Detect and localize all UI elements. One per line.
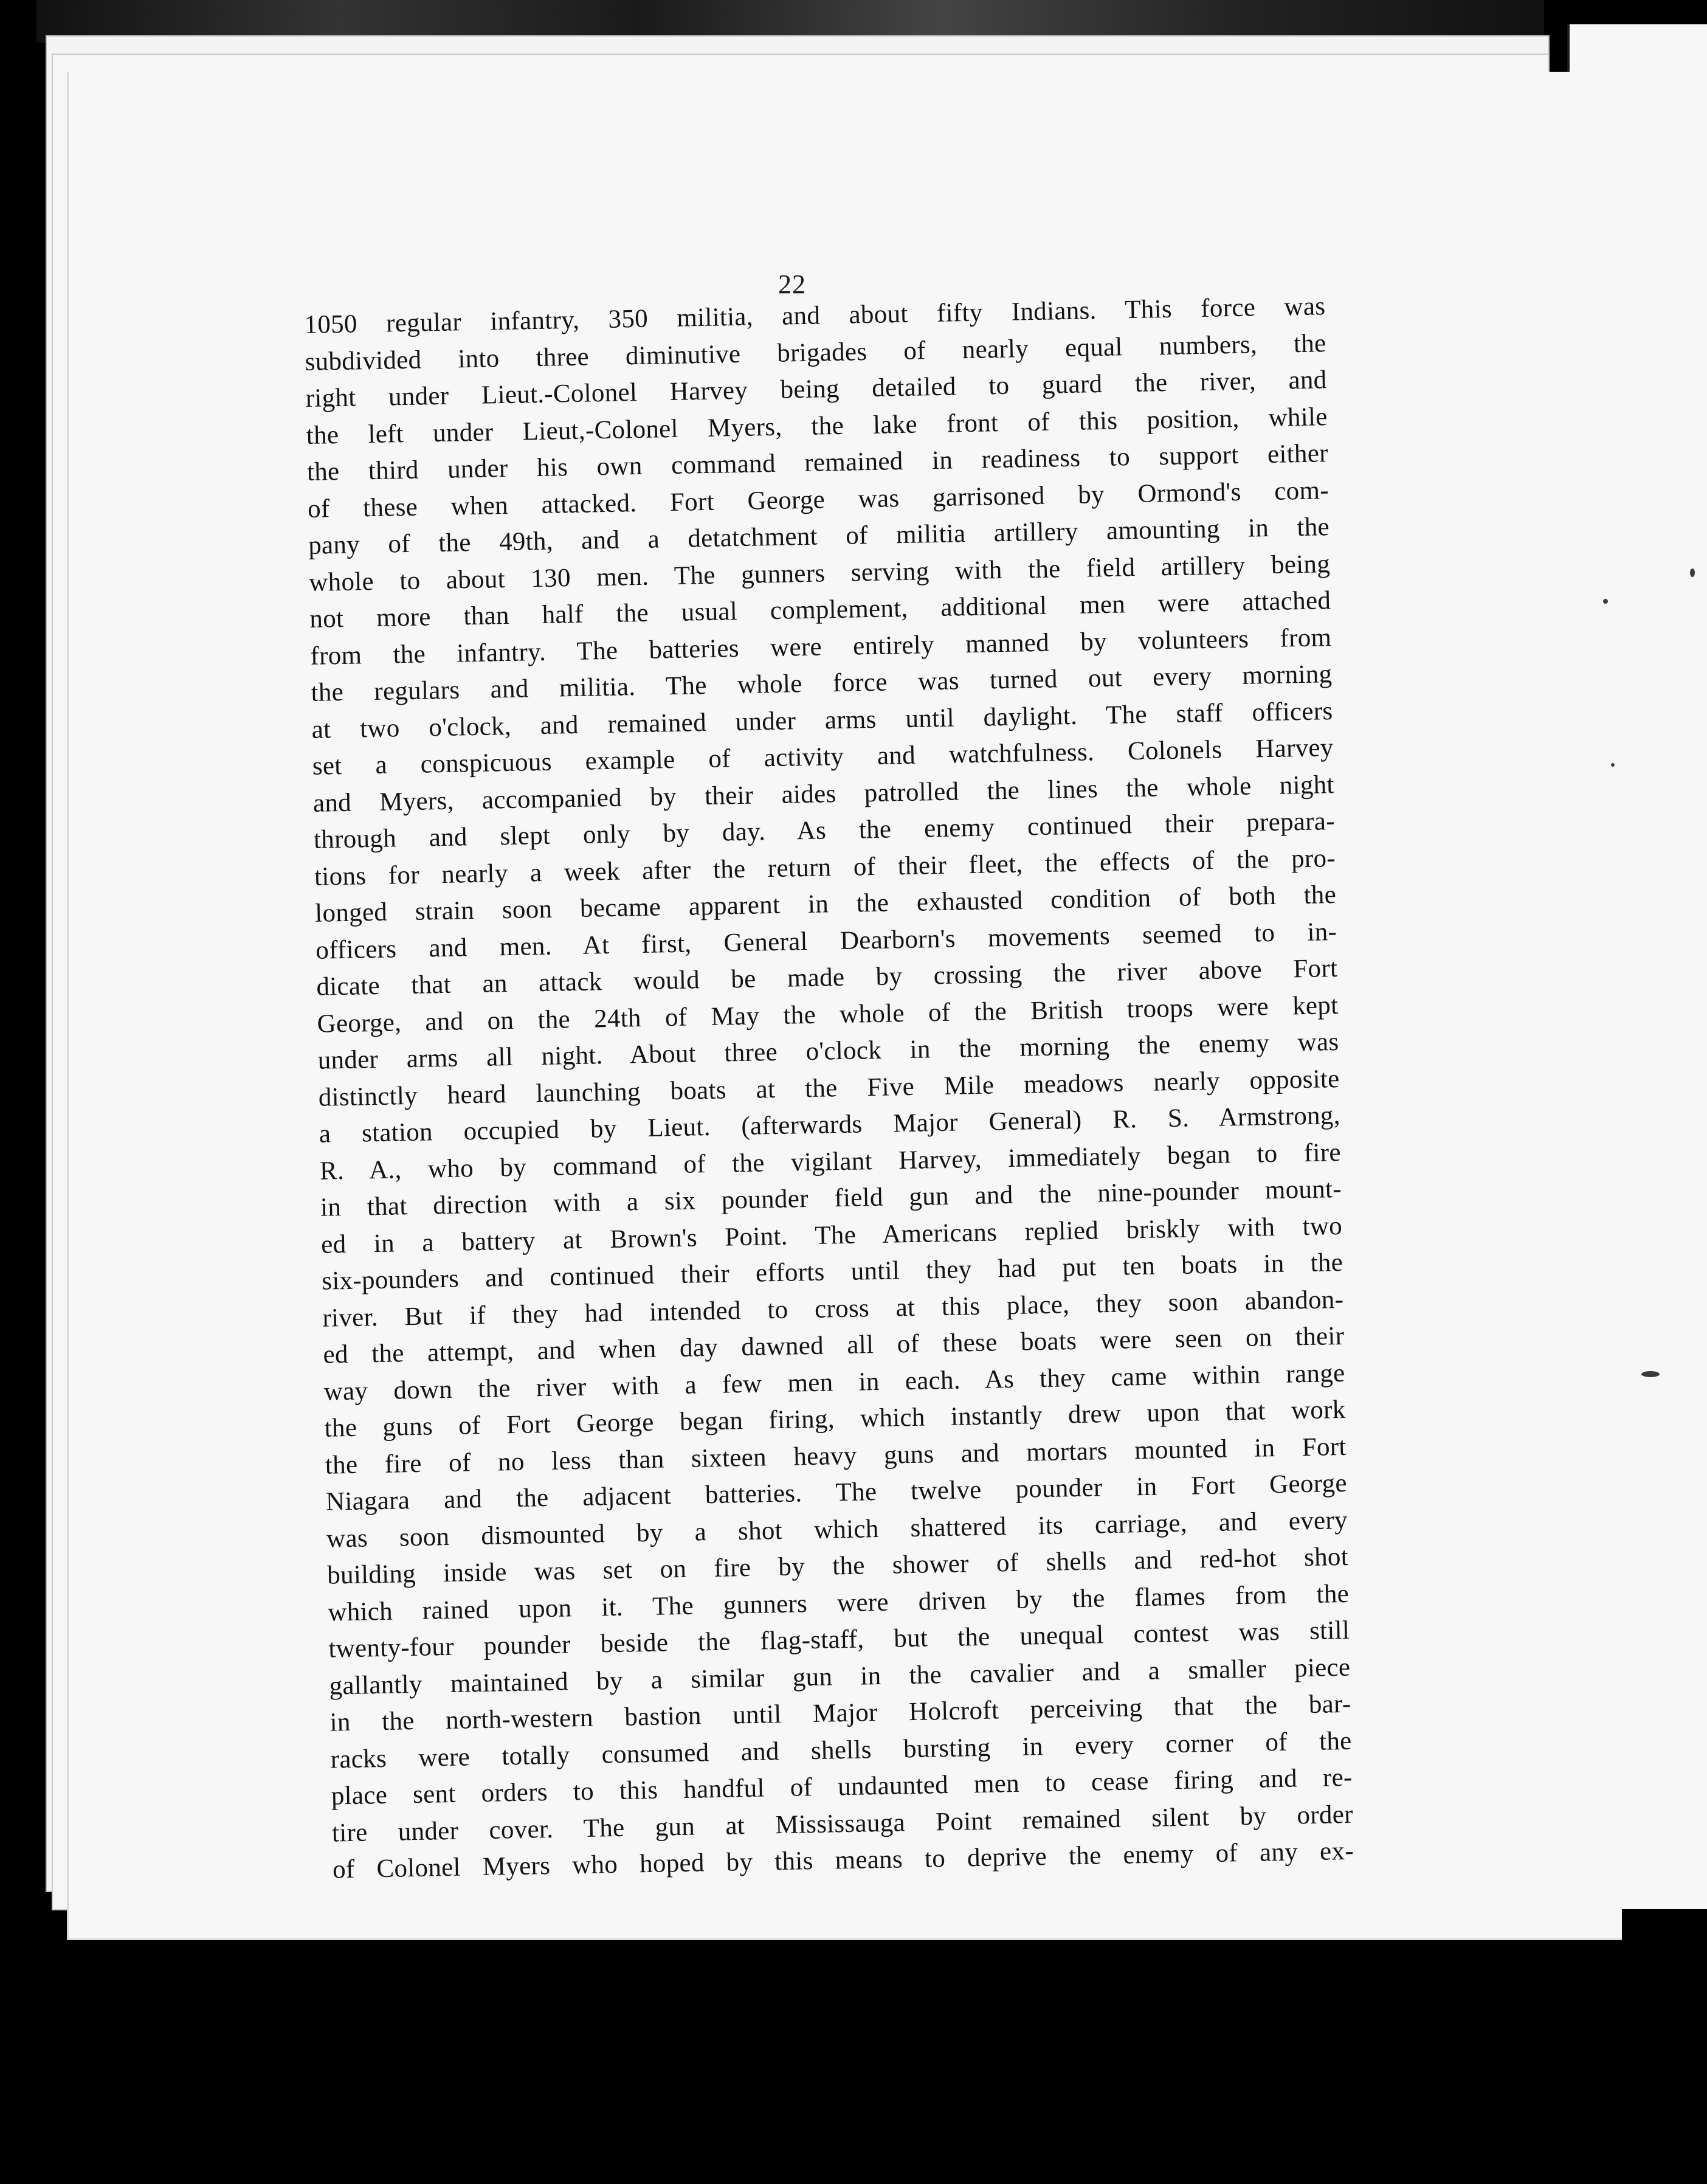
text-line: 1050 regular infantry, 350 militia, and about fifty Indians. This force was (304, 292, 1326, 339)
text-line: the third under his own command remained in readiness to support either (306, 439, 1329, 486)
text-line: set a conspicuous example of activity and watchfulness. Colonels Harvey (312, 733, 1334, 781)
text-line: from the infantry. The batteries were entirely manned by volunteers from (310, 623, 1332, 671)
text-line: river. But if they had intended to cross at this place, they soon abandon- (322, 1285, 1344, 1333)
text-line: a station occupied by Lieut. (afterwards Major General) R. S. Armstrong, (319, 1101, 1341, 1149)
text-line: Niagara and the adjacent batteries. The twelve pounder in Fort George (325, 1468, 1348, 1516)
text-line: of these when attacked. Fort George was garrisoned by Ormond's com- (307, 475, 1329, 524)
text-line: at two o'clock, and remained under arms until daylight. The staff officers (311, 696, 1333, 744)
text-line: of Colonel Myers who hoped by this means to deprive the enemy of any ex- (332, 1836, 1354, 1884)
text-line: whole to about 130 men. The gunners serving with the field artillery being (308, 549, 1331, 597)
text-line: ed the attempt, and when day dawned all of these boats were seen on their (323, 1321, 1345, 1369)
text-line: the left under Lieut,-Colonel Myers, the lake front of this position, while (306, 402, 1328, 450)
text-line: twenty-four pounder beside the flag-staff, but the unequal contest was still (328, 1616, 1350, 1664)
text-line: the regulars and militia. The whole force was turned out every morning (311, 660, 1333, 707)
text-line: the fire of no less than sixteen heavy guns and mortars mounted in Fort (325, 1432, 1347, 1480)
scan-speck (1641, 1371, 1660, 1377)
text-line: not more than half the usual complement, additional men were attached (309, 586, 1331, 634)
text-line: George, and on the 24th of May the whole of the British troops were kept (317, 990, 1339, 1038)
text-line: building inside was set on fire by the shower of shells and red-hot shot (326, 1542, 1349, 1590)
text-line: dicate that an attack would be made by crossing the river above Fort (316, 954, 1338, 1001)
text-line: under arms all night. About three o'clock in the morning the enemy was (317, 1028, 1339, 1075)
text-line: longed strain soon became apparent in the exhausted condition of both the (314, 880, 1337, 928)
text-line: right under Lieut.-Colonel Harvey being detailed to guard the river, and (305, 365, 1327, 413)
scan-speck (1603, 599, 1608, 604)
text-line: and Myers, accompanied by their aides patrolled the lines the whole night (312, 770, 1335, 818)
text-line: racks were totally consumed and shells bursting in every corner of the (330, 1726, 1352, 1774)
text-line: was soon dismounted by a shot which shattered its carriage, and every (326, 1505, 1348, 1553)
text-line: six-pounders and continued their efforts until they had put ten boats in the (321, 1248, 1343, 1296)
body-text (304, 288, 1354, 1889)
text-line: gallantly maintained by a similar gun in the cavalier and a smaller piece (329, 1653, 1351, 1701)
text-line: in the north-western bastion until Major Holcroft perceiving that the bar- (329, 1689, 1351, 1737)
text-line: the guns of Fort George began firing, which instantly drew upon that work (324, 1395, 1346, 1443)
text-line: tire under cover. The gun at Mississauga Point remained silent by order (331, 1800, 1354, 1848)
text-line: through and slept only by day. As the enemy continued their prepara- (313, 807, 1336, 854)
text-line: which rained upon it. The gunners were driven by the flames from the (327, 1579, 1350, 1627)
page-number: 22 (778, 269, 806, 299)
text-line: distinctly heard launching boats at the Five Mile meadows nearly opposite (318, 1064, 1340, 1112)
text-line: R. A., who by command of the vigilant Harvey, immediately began to fire (319, 1138, 1342, 1186)
text-line: place sent orders to this handful of undaunted men to cease firing and re- (331, 1763, 1353, 1811)
scan-speck (1611, 763, 1615, 767)
text-line: way down the river with a few men in each. As they came within range (323, 1358, 1345, 1406)
scan-speck (1690, 568, 1695, 577)
text-line: pany of the 49th, and a detatchment of militia artillery amounting in the (308, 513, 1330, 560)
text-line: officers and men. At first, General Dearborn's movements seemed to in- (315, 917, 1337, 965)
text-line: subdivided into three diminutive brigades of nearly equal numbers, the (305, 328, 1326, 376)
text-line: tions for nearly a week after the return of their fleet, the effects of the pro- (314, 843, 1336, 891)
text-line: in that direction with a six pounder field gun and the nine-pounder mount- (320, 1174, 1342, 1222)
text-line: ed in a battery at Brown's Point. The Americans replied briskly with two (320, 1211, 1343, 1259)
